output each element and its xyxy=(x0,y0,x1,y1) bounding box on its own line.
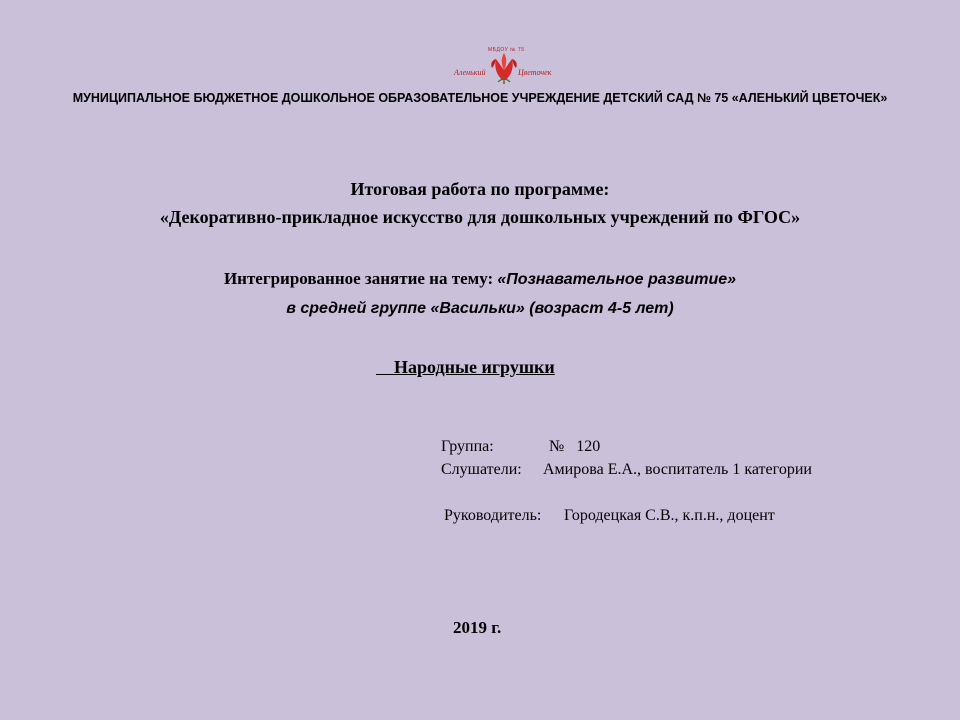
institution-name: МУНИЦИПАЛЬНОЕ БЮДЖЕТНОЕ ДОШКОЛЬНОЕ ОБРАЗОВАТЕЛЬНОЕ УЧРЕЖДЕНИЕ ДЕТСКИЙ САД № 75 «АЛЕНЬКИЙ ЦВЕТОЧЕК» xyxy=(72,91,888,105)
group-value: № 120 xyxy=(549,438,601,455)
lesson-group: в средней группе «Васильки» (возраст 4-5 лет) xyxy=(286,300,674,317)
lesson-topic xyxy=(0,269,960,289)
program-name: «Декоративно-прикладное искусство для дошкольных учреждений по ФГОС» xyxy=(159,207,801,227)
logo-top-text: МБДОУ № 75 xyxy=(488,47,525,53)
logo-left-text: Аленький xyxy=(454,68,486,77)
work-title: Народные игрушки xyxy=(376,357,555,377)
final-work-title: Итоговая работа по программе: xyxy=(350,179,610,199)
lesson-topic-prefix: Интегрированное занятие на тему: xyxy=(223,269,498,288)
logo-right-text: Цветочек xyxy=(518,68,552,77)
supervisor-label: Руководитель: xyxy=(444,507,542,524)
listeners-value: Амирова Е.А., воспитатель 1 категории xyxy=(543,461,812,478)
tulip-icon xyxy=(452,48,556,84)
lesson-topic-subject: «Познавательное развитие» xyxy=(497,271,737,288)
kindergarten-logo xyxy=(452,48,556,84)
supervisor-value: Городецкая С.В., к.п.н., доцент xyxy=(564,507,775,524)
group-label: Группа: xyxy=(441,438,494,455)
year: 2019 г. xyxy=(453,618,502,637)
listeners-label: Слушатели: xyxy=(441,461,522,478)
